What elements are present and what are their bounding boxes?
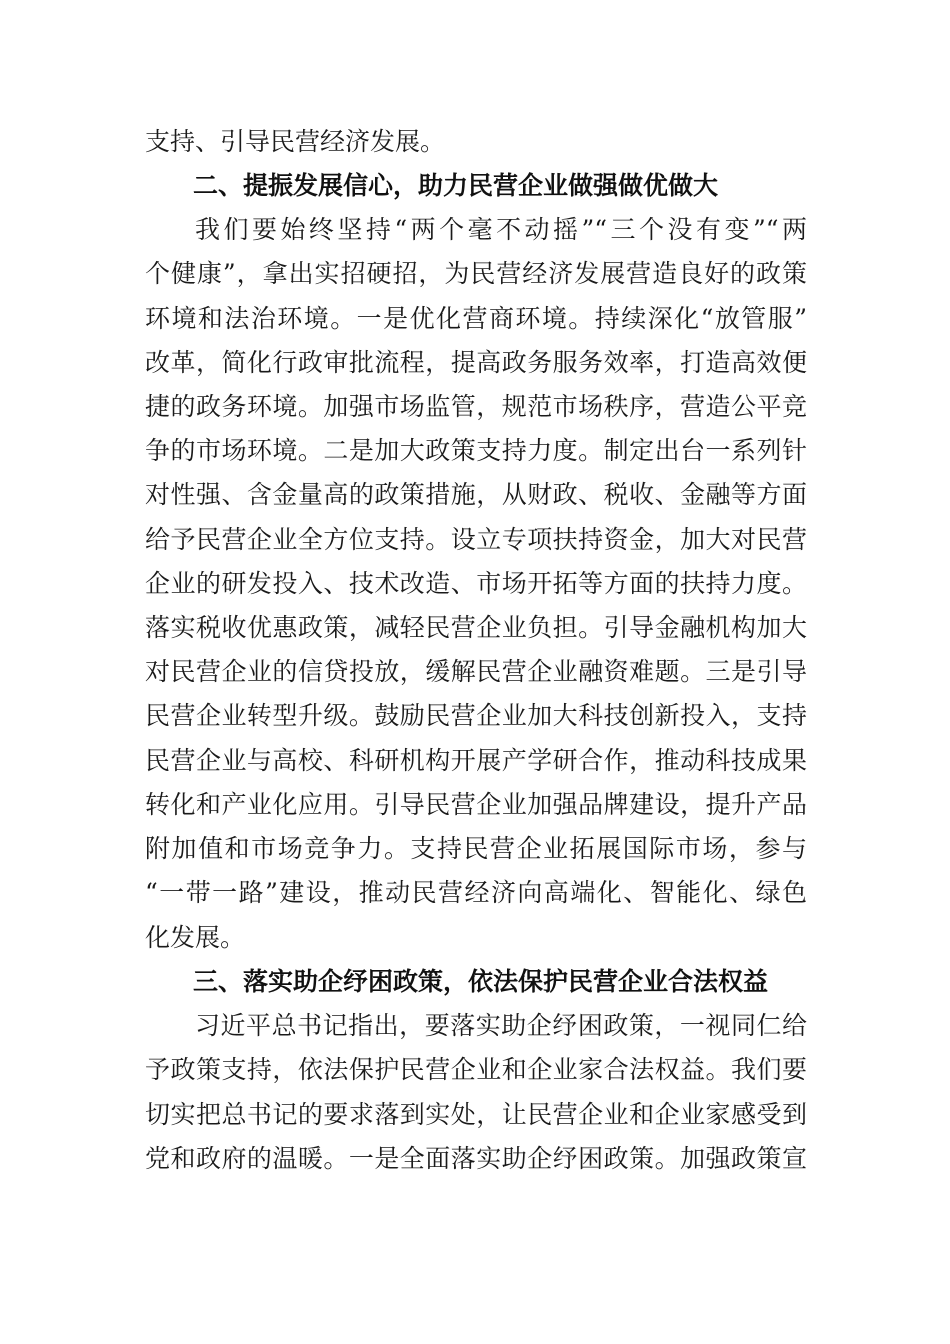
paragraph-line: 对性强、含金量高的政策措施，从财政、税收、金融等方面 — [145, 480, 807, 509]
section-heading: 三、落实助企纾困政策，依法保护民营企业合法权益 — [193, 967, 769, 996]
paragraph-line: 捷的政务环境。加强市场监管，规范市场秩序，营造公平竞 — [145, 392, 807, 421]
paragraph-line: 附加值和市场竞争力。支持民营企业拓展国际市场，参与 — [145, 834, 807, 863]
paragraph-line: 争的市场环境。二是加大政策支持力度。制定出台一系列针 — [145, 436, 807, 465]
paragraph-line: 切实把总书记的要求落到实处，让民营企业和企业家感受到 — [145, 1100, 807, 1129]
paragraph-line: 支持、引导民营经济发展。 — [145, 127, 446, 156]
paragraph-line: 我们要始终坚持“两个毫不动摇”“三个没有变”“两 — [195, 215, 807, 244]
paragraph-line: 党和政府的温暖。一是全面落实助企纾困政策。加强政策宣 — [145, 1144, 807, 1173]
paragraph-line: 化发展。 — [145, 923, 246, 952]
paragraph-line: 落实税收优惠政策，减轻民营企业负担。引导金融机构加大 — [145, 613, 807, 642]
paragraph-line: 对民营企业的信贷投放，缓解民营企业融资难题。三是引导 — [145, 657, 807, 686]
paragraph-line: 企业的研发投入、技术改造、市场开拓等方面的扶持力度。 — [145, 569, 807, 598]
paragraph-line: 民营企业与高校、科研机构开展产学研合作，推动科技成果 — [145, 746, 807, 775]
section-heading: 二、提振发展信心，助力民营企业做强做优做大 — [193, 171, 719, 200]
paragraph-line: “一带一路”建设，推动民营经济向高端化、智能化、绿色 — [145, 878, 807, 907]
paragraph-line: 环境和法治环境。一是优化营商环境。持续深化“放管服” — [145, 304, 807, 333]
paragraph-line: 予政策支持，依法保护民营企业和企业家合法权益。我们要 — [145, 1055, 807, 1084]
paragraph-line: 给予民营企业全方位支持。设立专项扶持资金，加大对民营 — [145, 525, 807, 554]
paragraph-line: 转化和产业化应用。引导民营企业加强品牌建设，提升产品 — [145, 790, 807, 819]
paragraph-line: 习近平总书记指出，要落实助企纾困政策，一视同仁给 — [195, 1011, 807, 1040]
paragraph-line: 个健康”，拿出实招硬招，为民营经济发展营造良好的政策 — [145, 259, 807, 288]
paragraph-line: 改革，简化行政审批流程，提高政务服务效率，打造高效便 — [145, 348, 807, 377]
paragraph-line: 民营企业转型升级。鼓励民营企业加大科技创新投入，支持 — [145, 701, 807, 730]
